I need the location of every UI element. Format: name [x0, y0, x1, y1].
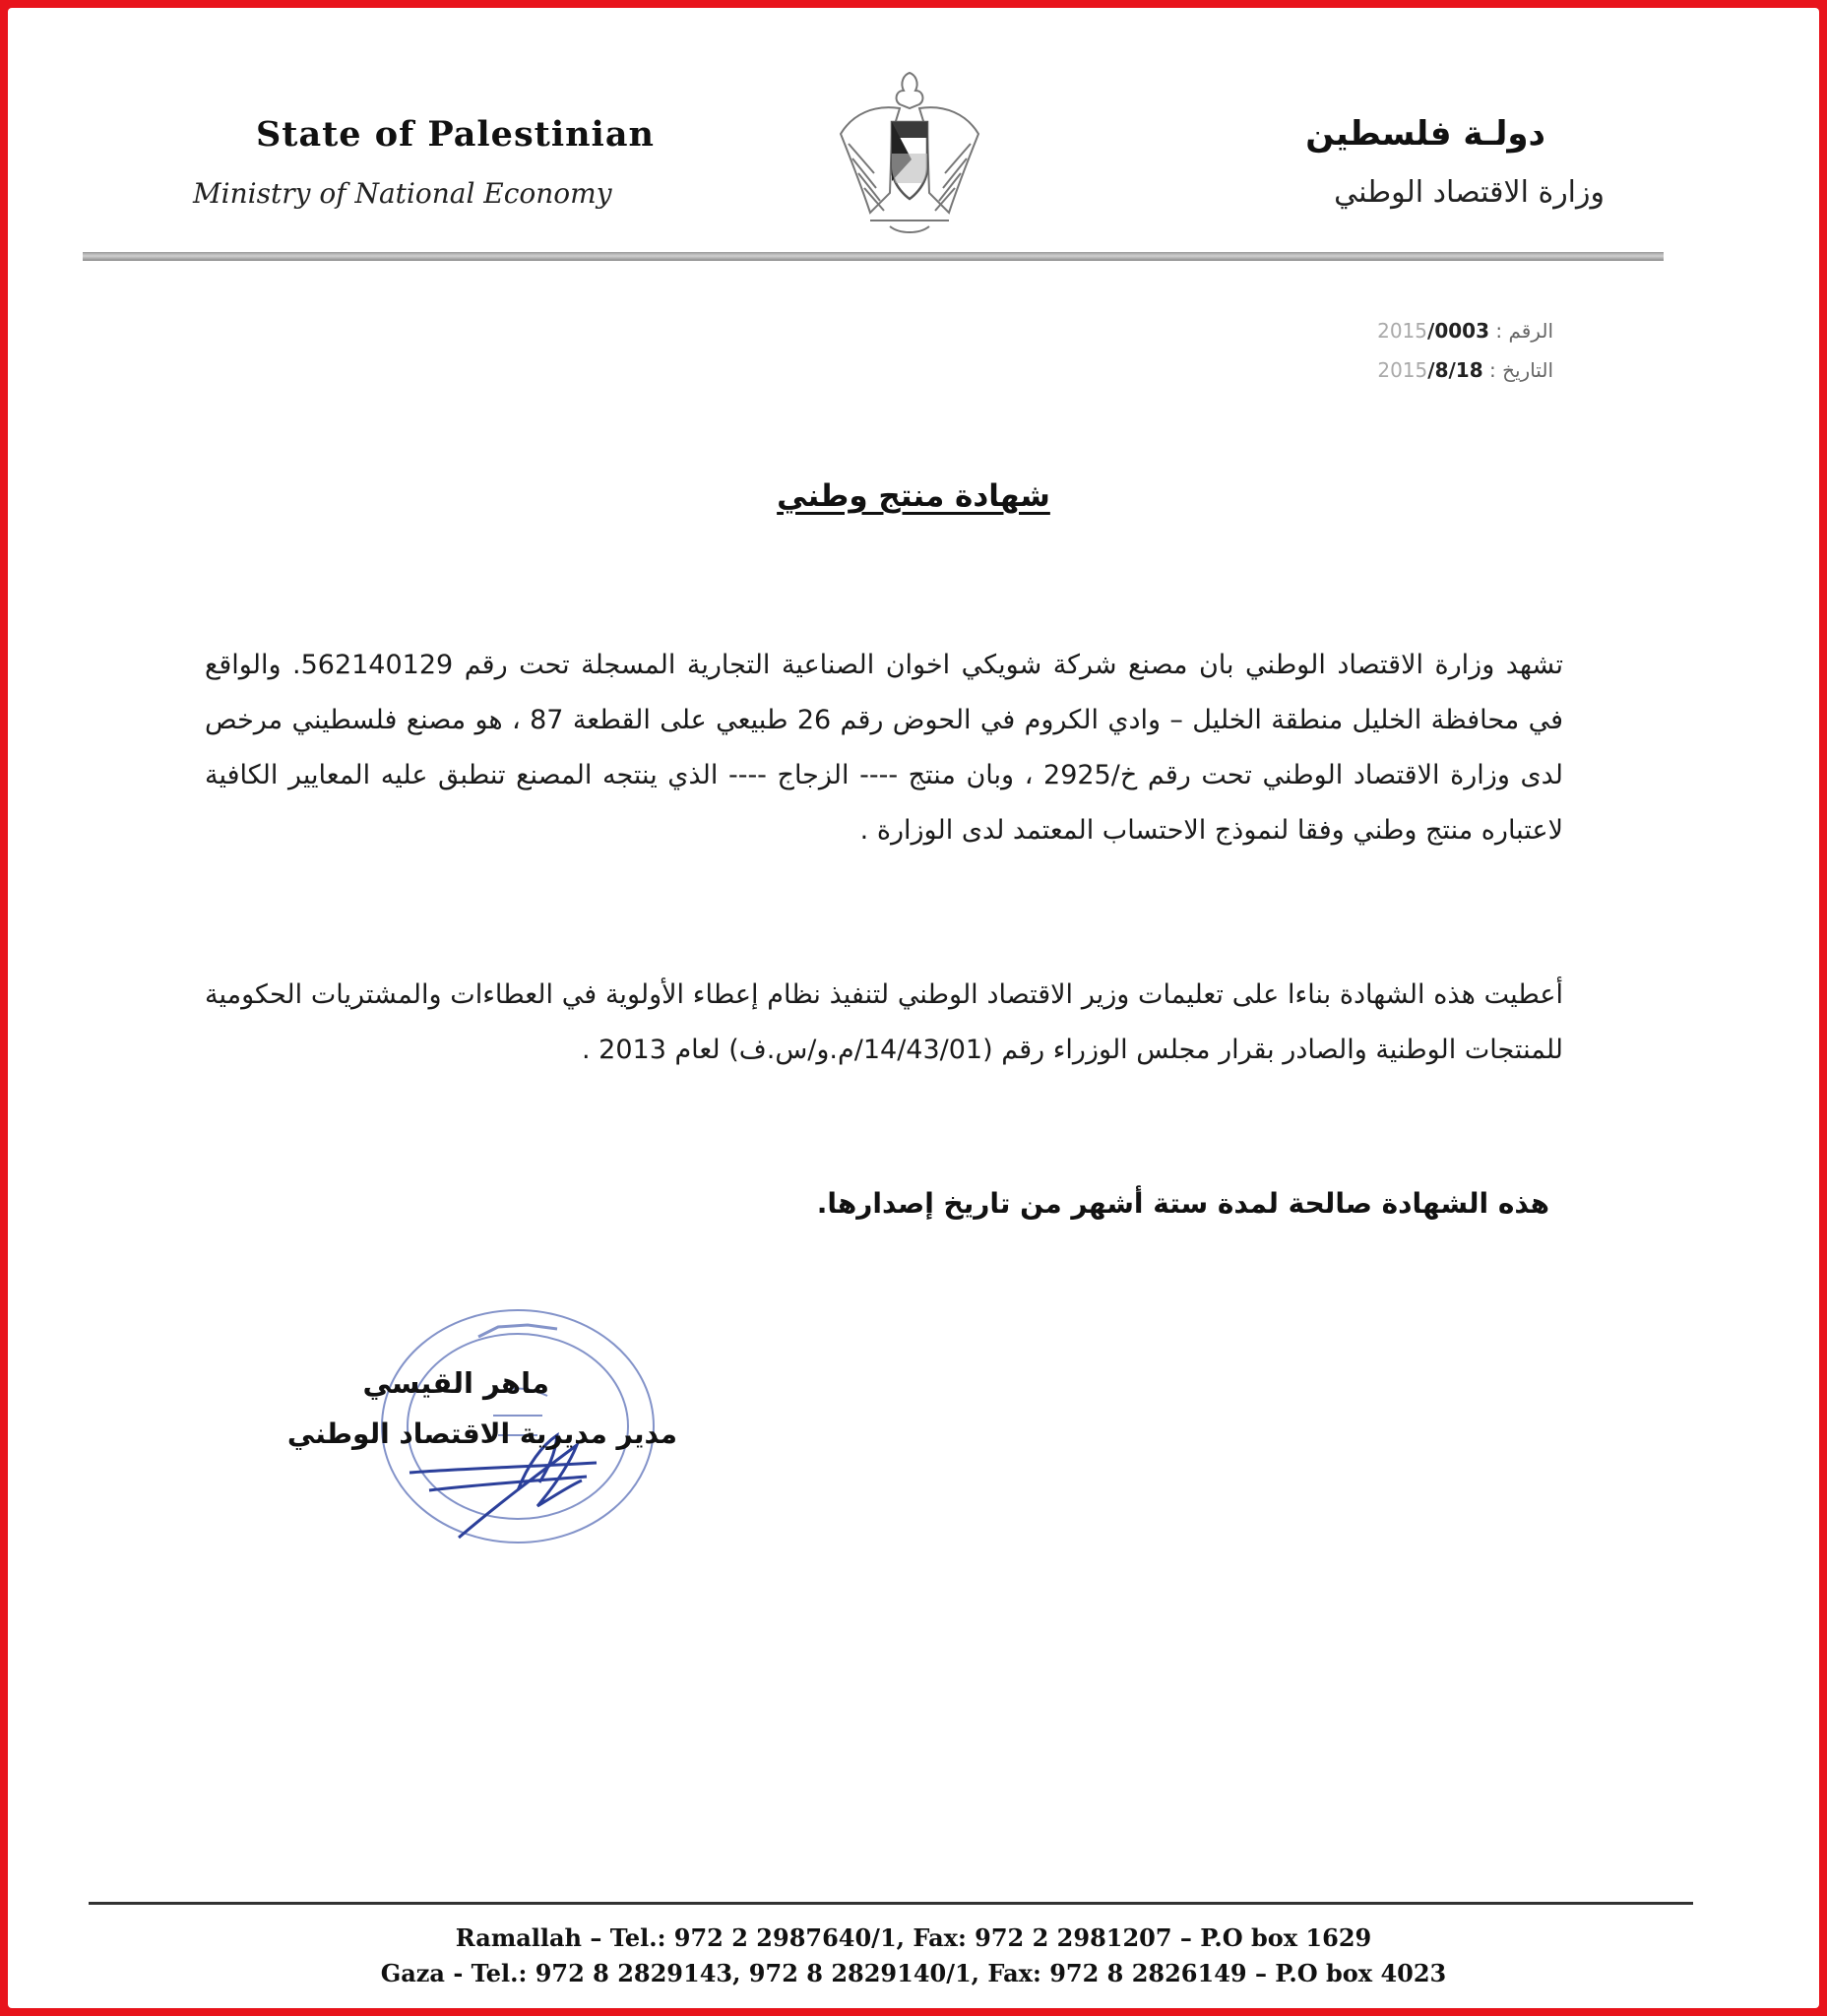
reference-number-value: /0003 — [1427, 319, 1489, 343]
reference-number-year: 2015 — [1377, 319, 1428, 343]
header-divider — [83, 252, 1664, 261]
arabic-state-title: دولـة فلسطين — [1305, 114, 1545, 154]
signer-name: ماهر القيسي — [362, 1366, 549, 1400]
reference-date — [1377, 358, 1553, 382]
certificate-title-text: شهادة منتج وطني — [777, 478, 1050, 514]
english-ministry-name: Ministry of National Economy — [193, 177, 612, 210]
eagle-emblem-icon — [835, 65, 984, 238]
footer-gaza-contact: Gaza - Tel.: 972 8 2829143, 972 8 2829140/1, Fax: 972 8 2826149 – P.O box 4023 — [380, 1959, 1447, 1987]
signer-title: مدير مديرية الاقتصاد الوطني — [286, 1418, 677, 1450]
reference-number-label: الرقم : — [1495, 319, 1553, 343]
footer-ramallah-contact: Ramallah – Tel.: 972 2 2987640/1, Fax: 972 2 2981207 – P.O box 1629 — [455, 1923, 1372, 1952]
arabic-ministry-name: وزارة الاقتصاد الوطني — [1334, 175, 1605, 210]
certificate-paragraph-1: تشهد وزارة الاقتصاد الوطني بان مصنع شركة شويكي اخوان الصناعية التجارية المسجلة تحت رقم 562140129. والواقع في محافظة الخليل منطقة الخليل – وادي الكروم في الحوض رقم 26 طبيعي على القطعة 87 ، هو مصنع فلسطيني مرخص لدى وزارة الاقتصاد الوطني تحت رقم خ/2925 ، وبان منتج ---- الزجاج ---- الذي ينتجه المصنع تنطبق عليه المعايير الكافية لاعتباره منتج وطني وفقا لنموذج الاحتساب المعتمد لدى الوزارة . — [205, 650, 1564, 846]
footer-divider — [89, 1902, 1693, 1905]
english-state-title: State of Palestinian — [256, 114, 655, 155]
validity-statement: هذه الشهادة صالحة لمدة ستة أشهر من تاريخ إصدارها. — [816, 1187, 1549, 1220]
reference-number — [1377, 319, 1553, 343]
reference-date-label: التاريخ : — [1488, 358, 1553, 382]
certificate-paragraph-2: أعطيت هذه الشهادة بناءا على تعليمات وزير الاقتصاد الوطني لتنفيذ نظام إعطاء الأولوية في العطاءات والمشتريات الحكومية للمنتجات الوطنية والصادر بقرار مجلس الوزراء رقم (14/43/01/م.و/س.ف) لعام 2013 . — [205, 979, 1563, 1065]
reference-date-value: /8/18 — [1427, 358, 1483, 382]
certificate-title — [8, 478, 1819, 514]
document-page — [8, 8, 1819, 2008]
reference-date-year: 2015 — [1377, 358, 1428, 382]
